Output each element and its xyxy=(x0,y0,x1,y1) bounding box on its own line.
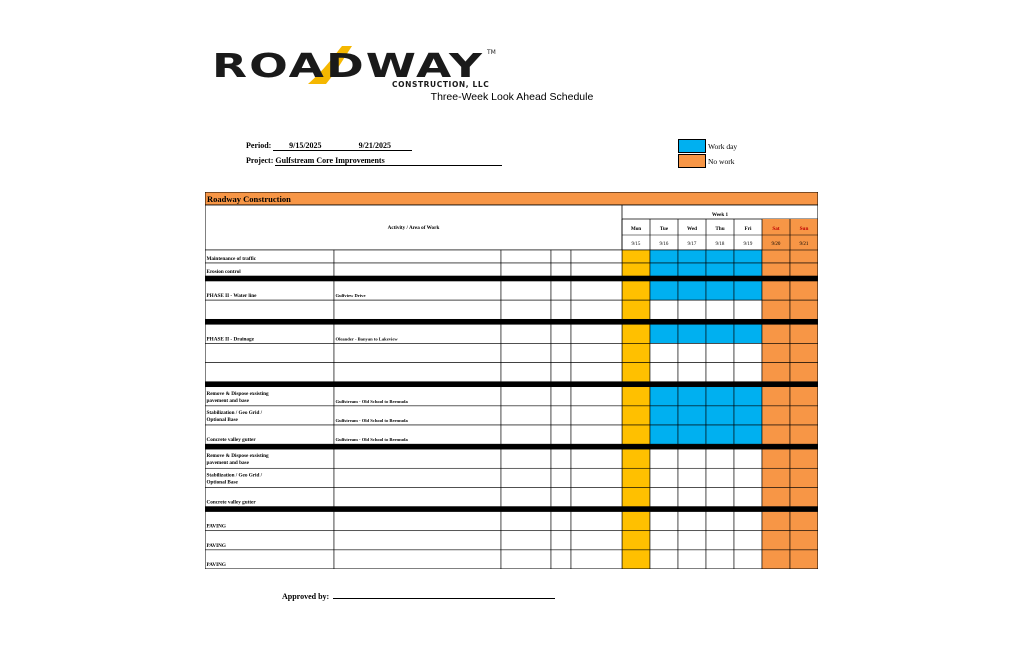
section-divider xyxy=(205,507,818,512)
day-cell xyxy=(650,468,678,487)
company-name: Roadway Construction xyxy=(207,194,291,204)
section-divider xyxy=(205,319,818,324)
day-cell xyxy=(790,512,818,531)
day-cell xyxy=(706,550,734,569)
row-cell xyxy=(501,531,551,550)
row-cell xyxy=(571,387,622,406)
day-cell xyxy=(678,387,706,406)
row-cell xyxy=(571,281,622,300)
day-cell xyxy=(678,406,706,425)
day-cell xyxy=(622,387,650,406)
day-cell xyxy=(678,550,706,569)
day-cell xyxy=(734,512,762,531)
day-cell xyxy=(678,324,706,343)
legend-swatch-no-work xyxy=(678,154,706,168)
day-date-mon: 9/15 xyxy=(631,242,641,247)
day-cell xyxy=(706,449,734,468)
row-cell xyxy=(334,531,501,550)
row-cell xyxy=(334,449,501,468)
day-cell xyxy=(678,263,706,276)
area-label: Gulfstream - Old School to Bermuda xyxy=(335,398,408,404)
row-cell xyxy=(551,449,571,468)
day-cell xyxy=(706,406,734,425)
row-cell xyxy=(501,263,551,276)
day-cell xyxy=(762,250,790,263)
day-date-sun: 9/21 xyxy=(799,242,809,247)
activity-label: PAVING xyxy=(206,542,226,549)
row-cell xyxy=(551,387,571,406)
day-cell xyxy=(762,487,790,506)
row-cell xyxy=(334,550,501,569)
day-name-sat: Sat xyxy=(772,226,780,232)
day-cell xyxy=(706,250,734,263)
row-cell xyxy=(571,512,622,531)
activity-label: Stabilization / Geo Grid / Optional Base xyxy=(206,409,263,423)
roadway-logo xyxy=(212,42,502,92)
day-cell xyxy=(706,468,734,487)
day-cell xyxy=(734,425,762,444)
day-name-tue: Tue xyxy=(659,226,669,232)
row-cell xyxy=(551,425,571,444)
day-cell xyxy=(762,324,790,343)
row-cell xyxy=(551,363,571,382)
row-cell xyxy=(334,263,501,276)
day-cell xyxy=(706,300,734,319)
day-date-wed: 9/17 xyxy=(687,242,697,247)
period-end: 9/21/2025 xyxy=(337,141,412,151)
day-cell xyxy=(790,387,818,406)
row-cell xyxy=(571,324,622,343)
day-cell xyxy=(734,324,762,343)
day-cell xyxy=(734,300,762,319)
day-cell xyxy=(734,550,762,569)
day-cell xyxy=(706,363,734,382)
activity-label: PAVING xyxy=(206,523,226,530)
day-cell xyxy=(650,363,678,382)
section-divider xyxy=(205,276,818,281)
row-cell xyxy=(501,406,551,425)
area-label: Gulfview Drive xyxy=(335,293,366,299)
day-cell xyxy=(734,387,762,406)
row-cell xyxy=(551,324,571,343)
day-cell xyxy=(650,531,678,550)
day-cell xyxy=(790,550,818,569)
day-cell xyxy=(650,512,678,531)
activity-label: Erosion control xyxy=(206,269,241,275)
day-cell xyxy=(790,363,818,382)
day-cell xyxy=(622,487,650,506)
day-cell xyxy=(622,406,650,425)
row-cell xyxy=(551,406,571,425)
activity-label: Concrete valley gutter xyxy=(206,499,256,506)
area-label: Gulfstream - Old School to Bermuda xyxy=(335,437,408,443)
activity-header: Activity / Area of Work xyxy=(387,225,440,231)
row-cell xyxy=(551,550,571,569)
day-cell xyxy=(734,250,762,263)
day-cell xyxy=(734,531,762,550)
row-cell xyxy=(551,468,571,487)
day-cell xyxy=(734,487,762,506)
row-cell xyxy=(334,343,501,362)
day-cell xyxy=(678,531,706,550)
row-cell xyxy=(571,531,622,550)
day-cell xyxy=(790,324,818,343)
day-cell xyxy=(706,387,734,406)
legend-item-no-work xyxy=(678,154,737,168)
row-cell xyxy=(571,425,622,444)
logo-trademark: TM xyxy=(487,49,496,56)
row-cell xyxy=(501,449,551,468)
day-cell xyxy=(762,387,790,406)
period-label: Period: xyxy=(246,141,272,150)
day-cell xyxy=(650,550,678,569)
row-cell xyxy=(551,281,571,300)
day-cell xyxy=(706,281,734,300)
row-cell xyxy=(205,343,334,362)
day-cell xyxy=(622,281,650,300)
row-cell xyxy=(501,343,551,362)
day-name-wed: Wed xyxy=(686,226,698,232)
day-cell xyxy=(622,468,650,487)
row-cell xyxy=(571,343,622,362)
period-row xyxy=(246,141,412,151)
day-cell xyxy=(734,468,762,487)
day-cell xyxy=(706,425,734,444)
day-cell xyxy=(650,487,678,506)
row-cell xyxy=(334,512,501,531)
row-cell xyxy=(501,512,551,531)
week-label: Week 1 xyxy=(711,212,729,218)
row-cell xyxy=(501,387,551,406)
row-cell xyxy=(571,487,622,506)
day-cell xyxy=(622,531,650,550)
day-cell xyxy=(706,487,734,506)
day-cell xyxy=(678,468,706,487)
row-cell xyxy=(205,300,334,319)
day-cell xyxy=(678,281,706,300)
row-cell xyxy=(205,363,334,382)
approved-by xyxy=(282,592,555,601)
day-cell xyxy=(734,263,762,276)
legend-item-work-day xyxy=(678,139,737,153)
day-cell xyxy=(734,406,762,425)
row-cell xyxy=(551,343,571,362)
day-cell xyxy=(650,449,678,468)
row-cell xyxy=(334,250,501,263)
day-date-thu: 9/18 xyxy=(715,242,725,247)
activity-label: Remove & Dispose exsisting pavement and base xyxy=(206,390,269,404)
day-cell xyxy=(706,263,734,276)
logo-wordmark: ROADWAY xyxy=(212,46,484,85)
legend xyxy=(678,139,737,168)
day-cell xyxy=(622,512,650,531)
day-cell xyxy=(790,468,818,487)
row-cell xyxy=(551,250,571,263)
row-cell xyxy=(571,250,622,263)
day-cell xyxy=(678,512,706,531)
day-cell xyxy=(762,468,790,487)
day-cell xyxy=(706,343,734,362)
day-cell xyxy=(762,406,790,425)
row-cell xyxy=(551,487,571,506)
schedule-table xyxy=(205,192,818,569)
row-cell xyxy=(501,250,551,263)
day-cell xyxy=(762,281,790,300)
day-cell xyxy=(762,531,790,550)
day-cell xyxy=(678,487,706,506)
activity-label: PHASE II - Water line xyxy=(206,293,257,300)
row-cell xyxy=(501,425,551,444)
day-cell xyxy=(622,250,650,263)
day-cell xyxy=(650,425,678,444)
company-header xyxy=(205,192,818,205)
activity-label: Remove & Dispose exsisting pavement and base xyxy=(206,453,269,467)
day-name-fri: Fri xyxy=(744,226,752,232)
day-cell xyxy=(790,487,818,506)
day-cell xyxy=(762,300,790,319)
day-cell xyxy=(650,281,678,300)
day-cell xyxy=(622,425,650,444)
day-cell xyxy=(706,512,734,531)
day-cell xyxy=(678,425,706,444)
day-cell xyxy=(762,512,790,531)
day-cell xyxy=(650,406,678,425)
day-cell xyxy=(678,250,706,263)
activity-label: PAVING xyxy=(206,562,226,568)
day-cell xyxy=(650,324,678,343)
row-cell xyxy=(571,449,622,468)
day-cell xyxy=(622,363,650,382)
day-cell xyxy=(622,263,650,276)
activity-label: Stabilization / Geo Grid / Optional Base xyxy=(206,472,263,486)
row-cell xyxy=(551,512,571,531)
row-cell xyxy=(571,406,622,425)
area-label: Gulfstream - Old School to Bermuda xyxy=(335,418,408,423)
day-cell xyxy=(650,263,678,276)
day-cell xyxy=(734,449,762,468)
day-cell xyxy=(706,531,734,550)
section-divider xyxy=(205,444,818,449)
day-cell xyxy=(790,250,818,263)
day-date-sat: 9/20 xyxy=(771,242,781,247)
period-start: 9/15/2025 xyxy=(273,141,337,151)
day-cell xyxy=(678,343,706,362)
row-cell xyxy=(501,487,551,506)
activity-label: Maintenance of traffic xyxy=(206,256,257,262)
day-cell xyxy=(734,363,762,382)
row-cell xyxy=(571,468,622,487)
day-cell xyxy=(790,531,818,550)
project-name: Gulfstream Core Improvements xyxy=(275,156,502,166)
day-cell xyxy=(622,300,650,319)
row-cell xyxy=(334,468,501,487)
day-cell xyxy=(678,300,706,319)
day-cell xyxy=(790,281,818,300)
day-cell xyxy=(650,300,678,319)
row-cell xyxy=(571,300,622,319)
approved-signature-line[interactable] xyxy=(333,598,555,599)
day-name-sun: Sun xyxy=(799,226,809,232)
day-cell xyxy=(734,281,762,300)
day-cell xyxy=(762,550,790,569)
day-name-mon: Mon xyxy=(630,226,642,232)
legend-label-work-day: Work day xyxy=(708,141,738,151)
document-title: Three-Week Look Ahead Schedule xyxy=(430,91,594,103)
day-cell xyxy=(734,343,762,362)
day-cell xyxy=(622,343,650,362)
row-cell xyxy=(501,468,551,487)
day-date-tue: 9/16 xyxy=(659,242,669,247)
day-cell xyxy=(762,425,790,444)
day-cell xyxy=(762,449,790,468)
day-cell xyxy=(678,363,706,382)
row-cell xyxy=(334,300,501,319)
day-cell xyxy=(706,324,734,343)
day-cell xyxy=(790,425,818,444)
row-cell xyxy=(571,363,622,382)
activity-label: PHASE II - Drainage xyxy=(206,336,254,343)
legend-label-no-work: No work xyxy=(708,156,735,166)
day-cell xyxy=(650,250,678,263)
row-cell xyxy=(551,531,571,550)
day-cell xyxy=(790,343,818,362)
day-cell xyxy=(790,406,818,425)
project-label: Project: xyxy=(246,156,274,165)
area-label: Oleander - Banyan to Lakeview xyxy=(335,336,398,342)
row-cell xyxy=(334,363,501,382)
row-cell xyxy=(501,300,551,319)
project-row xyxy=(246,156,502,166)
activity-label: Concrete valley gutter xyxy=(206,437,256,444)
day-cell xyxy=(790,449,818,468)
section-divider xyxy=(205,382,818,387)
legend-swatch-work-day xyxy=(678,139,706,153)
day-cell xyxy=(622,324,650,343)
day-cell xyxy=(790,300,818,319)
day-name-thu: Thu xyxy=(715,226,725,232)
row-cell xyxy=(571,550,622,569)
row-cell xyxy=(334,487,501,506)
day-cell xyxy=(790,263,818,276)
row-cell xyxy=(551,300,571,319)
row-cell xyxy=(551,263,571,276)
row-cell xyxy=(501,324,551,343)
day-cell xyxy=(650,387,678,406)
day-cell xyxy=(762,263,790,276)
row-cell xyxy=(501,363,551,382)
row-cell xyxy=(501,550,551,569)
row-cell xyxy=(501,281,551,300)
day-cell xyxy=(762,343,790,362)
day-cell xyxy=(622,449,650,468)
day-cell xyxy=(650,343,678,362)
day-cell xyxy=(762,363,790,382)
day-date-fri: 9/19 xyxy=(743,242,753,247)
approved-label: Approved by: xyxy=(282,592,330,601)
row-cell xyxy=(571,263,622,276)
day-cell xyxy=(678,449,706,468)
logo-subtitle: CONSTRUCTION, LLC xyxy=(392,80,490,89)
day-cell xyxy=(622,550,650,569)
